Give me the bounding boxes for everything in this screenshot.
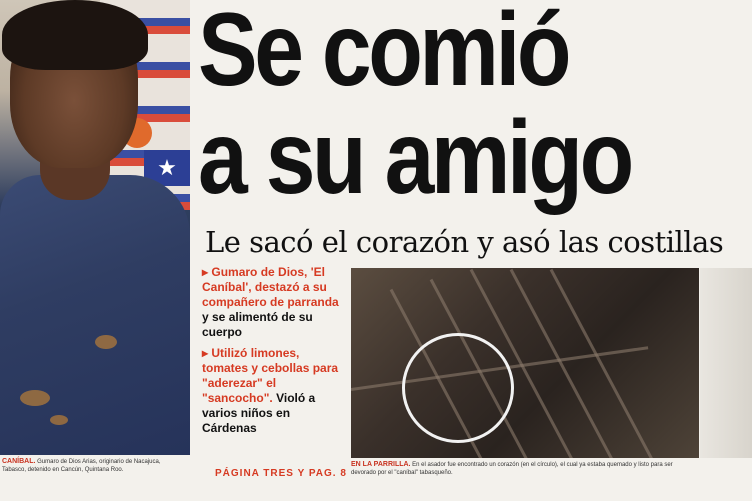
caption-tag: CANÍBAL. [2,458,36,465]
page-edge [700,268,752,458]
bullet-highlight: Utilizó limones, tomates y cebollas para "aderezar" el "sancocho". [202,346,339,405]
page-reference: PÁGINA TRES Y PAG. 8 [215,468,347,479]
highlight-circle [402,333,514,443]
headline-line-1: Se comió [198,0,569,108]
subheadline: Le sacó el corazón y asó las costillas [205,225,724,259]
grill-photo [351,268,699,458]
headline-line-2: a su amigo [198,100,631,216]
caption-text: En el asador fue encontrado un corazón (en el círculo), el cual ya estaba quemado y listo para ser devorado por el "caníbal" tabasqueño. [351,462,673,476]
grill-bar [550,269,693,458]
bullet-item [202,265,342,340]
caption-text: Gumaro de Dios Arias, originario de Nacajuca, Tabasco, detenido en Cancún, Quintana Roo. [2,459,161,473]
headline [198,0,671,216]
bullet-item [202,346,342,436]
star-icon: ★ [144,150,190,186]
arrow-icon: ▸ [202,346,209,360]
bullet-list [202,265,342,442]
right-photo-caption [351,461,699,477]
caption-tag: EN LA PARRILLA. [351,461,411,468]
arrow-icon: ▸ [202,265,209,279]
bullet-text: Violó a varios niños en Cárdenas [202,391,316,435]
bullet-text: y se alimentó de su cuerpo [202,310,313,339]
hair [2,0,148,70]
suspect-photo [0,0,190,455]
stain-mark [95,335,117,349]
left-photo-caption [0,456,190,496]
stain-mark [50,415,68,425]
bullet-highlight: Gumaro de Dios, 'El Caníbal', destazó a su compañero de parranda [202,265,339,309]
shirt [0,175,190,455]
stain-mark [20,390,50,406]
